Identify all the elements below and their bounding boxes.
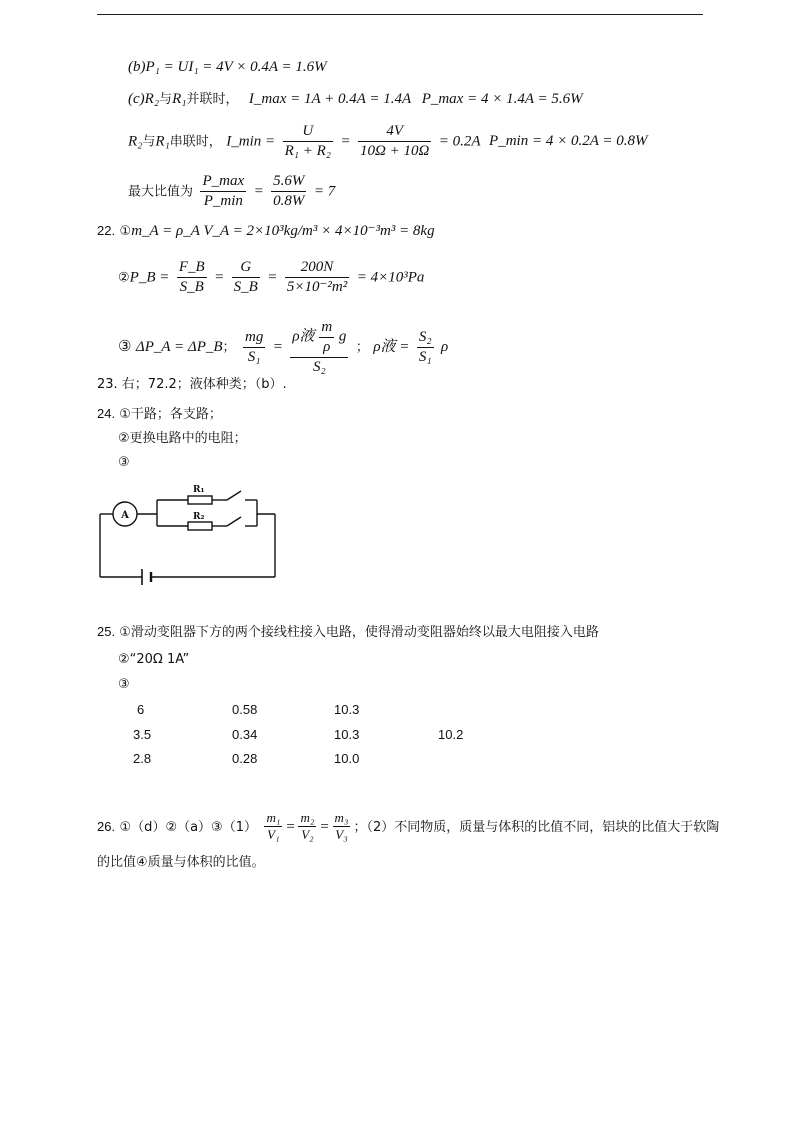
table-cell: 10.0 (334, 751, 360, 766)
q21-series-with: 与 (142, 134, 156, 150)
q21-c-r1: R₁ (172, 91, 187, 107)
q26-frac2: $\frac{\text{m₂}}{\text{V₂}}$ (300, 810, 315, 843)
q22-p3-eq1: ΔP_A = ΔP_B (135, 339, 223, 356)
table-cell: 0.34 (232, 727, 258, 742)
q21-pmin: P_min = 4 × 0.2A = 0.8W (489, 133, 648, 150)
q22-p3-frac-left: $\frac{mg}{\text{S₁}}$ (244, 328, 264, 365)
q22-p2-result: = 4×10³Pa (356, 269, 425, 286)
q26-lead: ①（d）②（a）③（1） (119, 819, 257, 835)
q21-c-r2: R₂ (144, 91, 160, 107)
q24-a2: ②更换电路中的电阻； (118, 431, 247, 446)
q21-imax: I_max = 1A + 0.4A = 1.4A (248, 91, 412, 107)
q26-frac1: $\frac{\text{m₁}}{\text{V₁}}$ (266, 810, 281, 843)
q21-pmax: P_max = 4 × 1.4A = 5.6W (421, 91, 583, 107)
table-cell: 0.58 (232, 702, 258, 717)
table-cell: 0.28 (232, 751, 258, 766)
q26-number: 26. (97, 818, 116, 834)
q21-ratio-line: 最大比值为 $\frac{P\_\max}{P\_\min}$ = $\frac{5.6W}{0.8W}$ = 7 (128, 173, 336, 209)
q22-p1-eq: m_A = ρ_A V_A = 2×10³kg/m³ × 4×10⁻³m³ = 8kg (131, 223, 435, 239)
q25-a3: ③ (118, 677, 130, 692)
q24-a3: ③ (118, 455, 130, 470)
q26-line1: 26. ①（d）②（a）③（1） $\frac{\text{m₁}}{\text{V₁}}$ = $\frac{\text{m₂}}{\text{V₂}}$ = $\frac{\text{m₃}}{\text{V₃}}$ ；（2）不同物质，质量与体积的比值不同，铝块的比值大于软陶 (97, 810, 720, 843)
q21-series-r1: R₁ (155, 133, 170, 150)
q26-frac3: $\frac{\text{m₃}}{\text{V₃}}$ (334, 810, 349, 843)
q25-a2: ②“20Ω 1A” (118, 652, 190, 667)
ammeter-label: A (121, 510, 129, 521)
table-cell: 10.2 (438, 727, 464, 742)
q22-p3-sep1: ； (222, 340, 236, 356)
table-cell: 10.3 (334, 727, 360, 742)
q22-line2: ②P_B = $\frac{F\_B}{S\_B}$ = $\frac{G}{S\_B}$ = $\frac{200N}{\text{5×10⁻²m²}}$ = 4×10³Pa (118, 259, 425, 295)
header-rule (97, 14, 703, 15)
q22-p2-frac2: $\frac{G}{S\_B}$ (233, 259, 258, 295)
q22-p2-marker: ② (118, 270, 130, 286)
q22-p3-rho-rhs: ρ (441, 339, 449, 356)
table-cell: 3.5 (133, 727, 152, 742)
q25-a1: ①滑动变阻器下方的两个接线柱接入电路，使得滑动变阻器始终以最大电阻接入电路 (119, 625, 599, 640)
q22-line1 (97, 224, 435, 239)
q22-p3-sep2: ； (355, 340, 369, 356)
q22-p1-marker: ① (119, 224, 132, 239)
q22-line3: ③ ΔP_A = ΔP_B； $\frac{mg}{\text{S₁}}$ = ρ液 $\frac{m}{\rho}$ g S₂ ； ρ液 = $\frac{\text{S₂}}{\text{S₁}}$ ρ (118, 319, 449, 375)
q21-imin-lhs: I_min = (226, 133, 276, 150)
q21-b-formula: (b)P₁ = UI₁ = 4V × 0.4A = 1.6W (128, 59, 327, 75)
q26-line2: 的比值④质量与体积的比值。 (97, 855, 265, 870)
q22-number: 22. (97, 223, 116, 238)
q21-imin-result: = 0.2A (438, 133, 481, 150)
q22-p3-marker: ③ (118, 337, 132, 356)
r1-label: R₁ (193, 485, 205, 495)
q21-ratio-frac1: $\frac{P\_\max}{P\_\min}$ (202, 173, 245, 209)
q21-c-label: (c) (128, 91, 145, 107)
q21-ratio-frac2: $\frac{5.6W}{0.8W}$ (273, 173, 305, 209)
q21-imin-frac2: $\frac{4V}{10\Omega + 10\Omega}$ (360, 123, 430, 159)
q21-series-line: R₂与R₁串联时， I_min = $\frac{U}{\text{R₁ + R₂}}$ = $\frac{4V}{10\Omega + 10\Omega}$ = 0.2A P_min = 4 × 0.2A = 0.8W (128, 123, 648, 159)
q21-ratio-result: = 7 (313, 183, 336, 200)
table-cell: 10.3 (334, 702, 360, 717)
q25-line1 (97, 625, 599, 639)
q21-series-text: 串联时， (169, 134, 222, 150)
q24-circuit-diagram (95, 480, 285, 585)
table-cell: 6 (137, 702, 145, 717)
r2-label: R₂ (193, 512, 205, 522)
q23-line: 23. 右；72.2；液体种类；（b）. (97, 377, 287, 392)
q22-p2-lhs: P_B = (129, 269, 170, 286)
q24-number: 24. (97, 406, 116, 421)
table-cell: 2.8 (133, 751, 152, 766)
q22-p2-frac3: $\frac{200N}{\text{5×10⁻²m²}}$ (286, 259, 348, 295)
q21-c-line (128, 92, 583, 107)
q22-p2-frac1: $\frac{F\_B}{S\_B}$ (178, 259, 205, 295)
q24-a1: ①干路；各支路； (119, 407, 222, 422)
q22-p3-frac-right: ρ液 $\frac{m}{\rho}$ g S₂ (292, 319, 347, 375)
q21-imin-frac1: $\frac{U}{\text{R₁ + R₂}}$ (284, 123, 331, 159)
q21-ratio-text: 最大比值为 (128, 184, 194, 200)
q21-c-with: 与 (159, 92, 173, 107)
q22-p3-rho-frac: $\frac{\text{S₂}}{\text{S₁}}$ (418, 328, 432, 365)
q24-line1 (97, 407, 222, 421)
q22-p3-rho-lhs: ρ液 = (373, 339, 410, 356)
q25-number: 25. (97, 624, 116, 639)
q26-tail: ；（2）不同物质，质量与体积的比值不同，铝块的比值大于软陶 (353, 819, 720, 835)
q21-series-r2: R₂ (128, 133, 143, 150)
q21-parallel-text: 并联时， (186, 92, 239, 107)
